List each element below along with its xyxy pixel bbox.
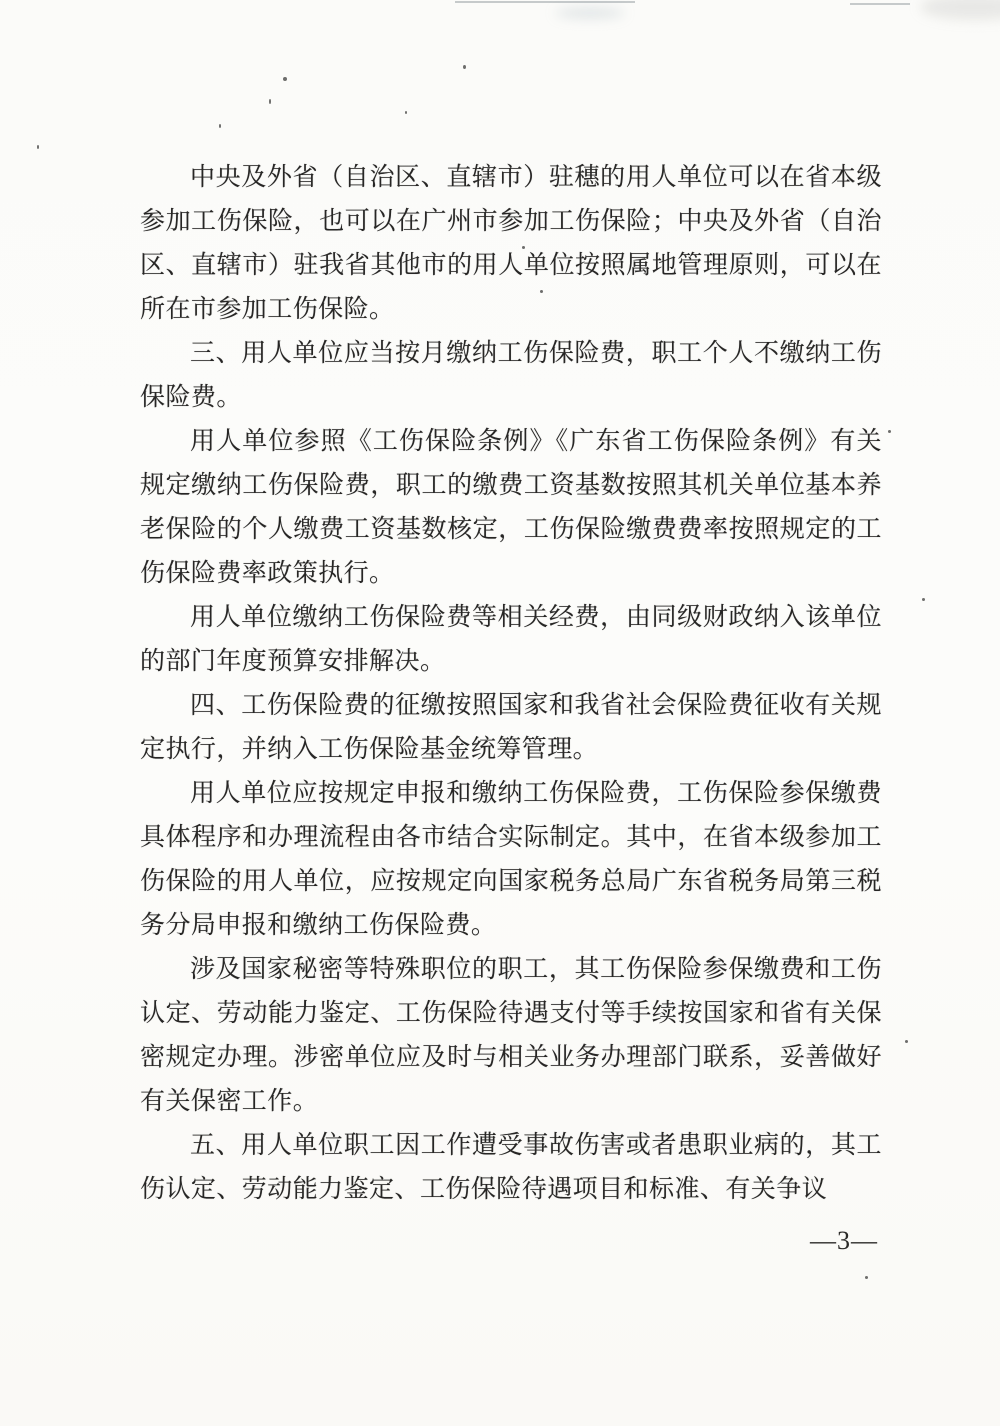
scan-smudge: [555, 8, 625, 18]
page-number: —3—: [810, 1226, 878, 1255]
document-body: [140, 156, 882, 1212]
scan-speckle: [219, 124, 221, 128]
scan-speckle: [405, 111, 407, 114]
scan-edge-artifact: [850, 3, 910, 5]
scan-speckle: [922, 598, 925, 601]
paragraph-item5-injury-treatment: 五、用人单位职工因工作遭受事故伤害或者患职业病的，其工伤认定、劳动能力鉴定、工伤保险待遇项目和标准、有关争议: [140, 1132, 882, 1203]
paragraph-item4-collection: 四、工伤保险费的征缴按照国家和我省社会保险费征收有关规定执行，并纳入工伤保险基金统筹管理。: [140, 692, 882, 763]
scan-smudge: [920, 0, 1000, 20]
paragraph-state-secrets: 涉及国家秘密等特殊职位的职工，其工伤保险参保缴费和工伤认定、劳动能力鉴定、工伤保险待遇支付等手续按国家和省有关保密规定办理。涉密单位应及时与相关业务办理部门联系，妥善做好有关保密工作。: [140, 956, 882, 1115]
paragraph-contribution-base: 用人单位参照《工伤保险条例》《广东省工伤保险条例》有关规定缴纳工伤保险费，职工的缴费工资基数按照其机关单位基本养老保险的个人缴费工资基数核定，工伤保险缴费费率按照规定的工伤保险费率政策执行。: [140, 428, 882, 587]
scan-speckle: [905, 1040, 908, 1043]
paragraph-jurisdiction-rules: 中央及外省（自治区、直辖市）驻穗的用人单位可以在省本级参加工伤保险，也可以在广州市参加工伤保险；中央及外省（自治区、直辖市）驻我省其他市的用人单位按照属地管理原则，可以在所在市参加工伤保险。: [140, 164, 882, 323]
scan-edge-artifact: [455, 1, 635, 3]
scan-speckle: [283, 77, 287, 81]
scan-speckle: [463, 65, 466, 69]
scan-speckle: [37, 145, 39, 149]
paragraph-item3-monthly-payment: 三、用人单位应当按月缴纳工伤保险费，职工个人不缴纳工伤保险费。: [140, 340, 882, 411]
paragraph-declaration-procedure: 用人单位应按规定申报和缴纳工伤保险费，工伤保险参保缴费具体程序和办理流程由各市结合实际制定。其中，在省本级参加工伤保险的用人单位，应按规定向国家税务总局广东省税务局第三税务分局申报和缴纳工伤保险费。: [140, 780, 882, 939]
scan-speckle: [888, 430, 891, 433]
scan-speckle: [269, 99, 271, 104]
paragraph-fiscal-budget: 用人单位缴纳工伤保险费等相关经费，由同级财政纳入该单位的部门年度预算安排解决。: [140, 604, 882, 675]
scan-speckle: [865, 1276, 868, 1279]
